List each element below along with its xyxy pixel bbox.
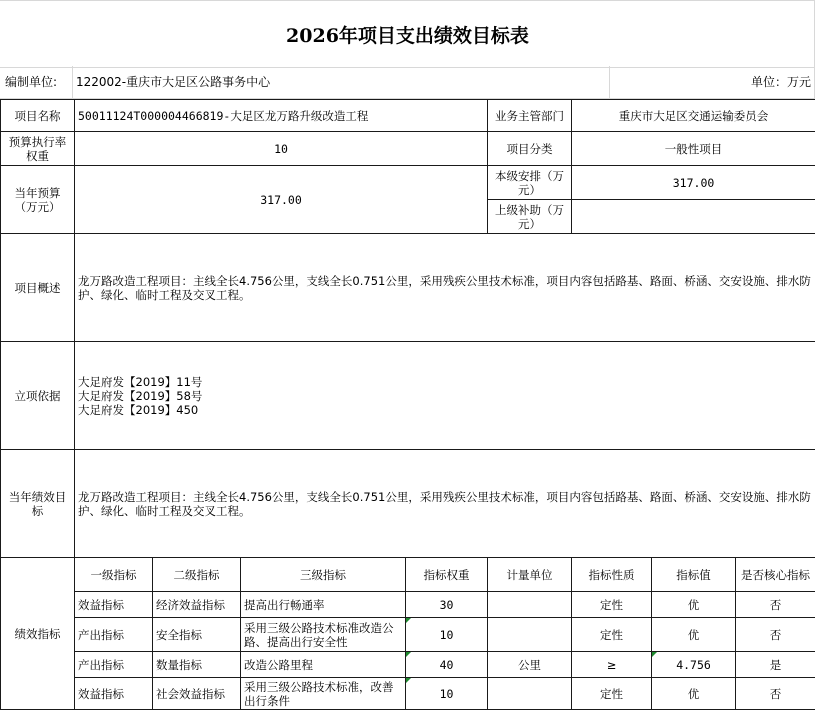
- header-l3: 三级指标: [241, 558, 406, 592]
- indicator-l3: 采用三级公路技术标准，改善出行条件: [241, 678, 406, 710]
- upper-value: [572, 200, 815, 234]
- indicator-l2: 社会效益指标: [153, 678, 241, 710]
- project-name-label: 项目名称: [1, 100, 75, 132]
- row-exec-rate: [1, 132, 815, 166]
- indicator-value: 优: [652, 592, 736, 618]
- budget-label: 当年预算（万元）: [1, 166, 75, 234]
- exec-rate-value: 10: [75, 132, 488, 166]
- table-row: [1, 618, 815, 652]
- indicator-weight: 30: [406, 592, 488, 618]
- header-unit: 计量单位: [488, 558, 572, 592]
- header-l1: 一级指标: [75, 558, 153, 592]
- overview-text: 龙万路改造工程项目：主线全长4.756公里，支线全长0.751公里，采用残疾公里技术标准，项目内容包括路基、路面、桥涵、交安设施、排水防护、绿化、临时工程及交叉工程。: [75, 234, 815, 342]
- indicator-l1: 产出指标: [75, 652, 153, 678]
- indicator-unit: [488, 592, 572, 618]
- table-row: [1, 652, 815, 678]
- indicator-weight: 10: [406, 678, 488, 710]
- budget-value: 317.00: [75, 166, 488, 234]
- indicator-value: 优: [652, 618, 736, 652]
- basis-text: [75, 342, 815, 450]
- indicator-l2: 经济效益指标: [153, 592, 241, 618]
- goal-label: 当年绩效目标: [1, 450, 75, 558]
- indicator-l1: 效益指标: [75, 592, 153, 618]
- row-basis: [1, 342, 815, 450]
- category-label: 项目分类: [488, 132, 572, 166]
- goal-text: 龙万路改造工程项目：主线全长4.756公里，支线全长0.751公里，采用残疾公里技术标准，项目内容包括路基、路面、桥涵、交安设施、排水防护、绿化、临时工程及交叉工程。: [75, 450, 815, 558]
- local-value: 317.00: [572, 166, 815, 200]
- indicator-l3: 提高出行畅通率: [241, 592, 406, 618]
- indicator-nature: 定性: [572, 618, 652, 652]
- indicator-value: 4.756: [652, 652, 736, 678]
- exec-rate-label: 预算执行率权重: [1, 132, 75, 166]
- dept-label: 业务主管部门: [488, 100, 572, 132]
- indicator-l2: 安全指标: [153, 618, 241, 652]
- row-project-name: [1, 100, 815, 132]
- project-name-value: 50011124T000004466819-大足区龙万路升级改造工程: [75, 100, 488, 132]
- table-row: [1, 592, 815, 618]
- header-core: 是否核心指标: [736, 558, 815, 592]
- basis-line: 大足府发【2019】11号: [78, 374, 203, 389]
- grid-line: [72, 66, 73, 98]
- dept-value: 重庆市大足区交通运输委员会: [572, 100, 815, 132]
- indicator-l3: 改造公路里程: [241, 652, 406, 678]
- row-overview: [1, 234, 815, 342]
- org-label: 编制单位:: [5, 75, 58, 89]
- indicator-core: 否: [736, 592, 815, 618]
- basis-line: 大足府发【2019】450: [78, 402, 199, 417]
- org-value: 122002-重庆市大足区公路事务中心: [76, 75, 271, 89]
- row-goal: [1, 450, 815, 558]
- currency-unit: 单位：万元: [750, 75, 811, 89]
- upper-label: 上级补助（万元）: [488, 200, 572, 234]
- header-l2: 二级指标: [153, 558, 241, 592]
- grid-line: [609, 66, 610, 98]
- basis-line: 大足府发【2019】58号: [78, 388, 203, 403]
- indicator-weight: 40: [406, 652, 488, 678]
- header-value: 指标值: [652, 558, 736, 592]
- header-weight: 指标权重: [406, 558, 488, 592]
- overview-label: 项目概述: [1, 234, 75, 342]
- indicator-core: 是: [736, 652, 815, 678]
- indicator-unit: 公里: [488, 652, 572, 678]
- indicator-value: 优: [652, 678, 736, 710]
- indicator-nature: 定性: [572, 678, 652, 710]
- indicator-l2: 数量指标: [153, 652, 241, 678]
- indicator-header-row: [1, 558, 815, 592]
- header-nature: 指标性质: [572, 558, 652, 592]
- indicator-weight: 10: [406, 618, 488, 652]
- indicator-l1: 产出指标: [75, 618, 153, 652]
- local-label: 本级安排（万元）: [488, 166, 572, 200]
- indicator-l3: 采用三级公路技术标准改造公路、提高出行安全性: [241, 618, 406, 652]
- indicator-core: 否: [736, 618, 815, 652]
- indicator-unit: [488, 618, 572, 652]
- indicator-nature: 定性: [572, 592, 652, 618]
- sheet-title: [0, 0, 815, 68]
- info-bar: [0, 66, 815, 99]
- performance-table: [0, 99, 815, 710]
- indicator-core: 否: [736, 678, 815, 710]
- indicator-unit: [488, 678, 572, 710]
- indicators-section-label: 绩效指标: [1, 558, 75, 710]
- row-budget-local: [1, 166, 815, 200]
- basis-label: 立项依据: [1, 342, 75, 450]
- sheet-title-text: 2026年项目支出绩效目标表: [286, 24, 529, 47]
- table-row: [1, 678, 815, 710]
- indicator-nature: ≥: [572, 652, 652, 678]
- indicator-l1: 效益指标: [75, 678, 153, 710]
- category-value: 一般性项目: [572, 132, 815, 166]
